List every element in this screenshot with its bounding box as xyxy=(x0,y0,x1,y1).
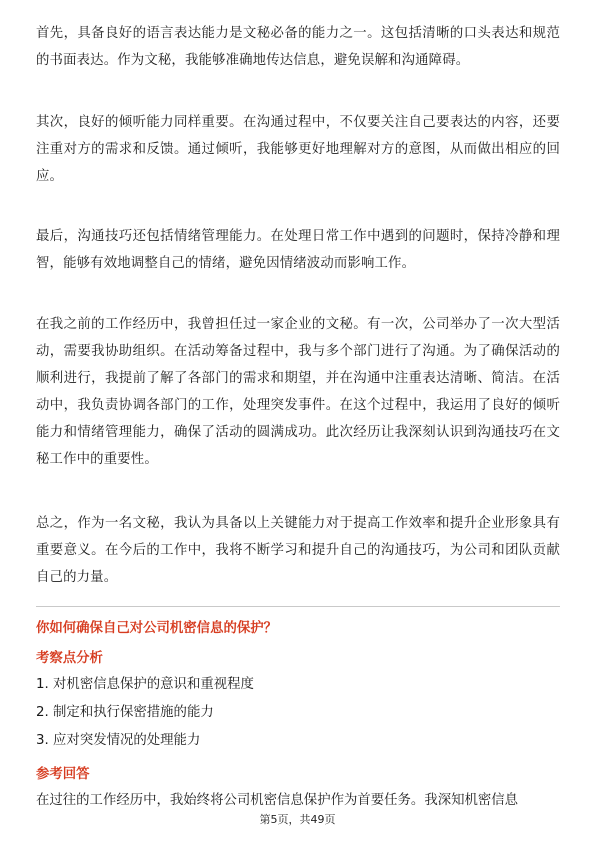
paragraph-language-expression: 首先，具备良好的语言表达能力是文秘必备的能力之一。这包括清晰的口头表达和规范的书面表达。作为文秘，我能够准确地传达信息，避免误解和沟通障碍。 xyxy=(36,26,560,68)
answer-heading: 参考回答 xyxy=(36,767,90,782)
section-divider xyxy=(36,606,560,607)
answer-text: 在过往的工作经历中，我始终将公司机密信息保护作为首要任务。我深知机密信息 xyxy=(36,793,519,808)
page-number-footer: 第5页，共49页 xyxy=(259,813,336,826)
question-title: 你如何确保自己对公司机密信息的保护？ xyxy=(36,621,278,636)
analysis-item: 1. 对机密信息保护的意识和重视程度 xyxy=(36,677,254,692)
paragraph-conclusion: 总之，作为一名文秘，我认为具备以上关键能力对于提高工作效率和提升企业形象具有重要意义。在今后的工作中，我将不断学习和提升自己的沟通技巧，为公司和团队贡献自己的力量。 xyxy=(36,516,560,585)
analysis-item: 3. 应对突发情况的处理能力 xyxy=(36,733,201,748)
paragraph-emotion-management: 最后，沟通技巧还包括情绪管理能力。在处理日常工作中遇到的问题时，保持冷静和理智，能够有效地调整自己的情绪，避免因情绪波动而影响工作。 xyxy=(36,229,560,271)
analysis-heading: 考察点分析 xyxy=(36,651,103,666)
paragraph-work-experience: 在我之前的工作经历中，我曾担任过一家企业的文秘。有一次，公司举办了一次大型活动，需要我协助组织。在活动筹备过程中，我与多个部门进行了沟通。为了确保活动的顺利进行，我提前了解了各部门的需求和期望，并在沟通中注重表达清晰、简洁。在活动中，我负责协调各部门的工作，处理突发事件。在这个过程中，我运用了良好的倾听能力和情绪管理能力，确保了活动的圆满成功。此次经历让我深刻认识到沟通技巧在文秘工作中的重要性。 xyxy=(36,317,560,467)
analysis-item: 2. 制定和执行保密措施的能力 xyxy=(36,705,214,720)
paragraph-listening: 其次，良好的倾听能力同样重要。在沟通过程中，不仅要关注自己要表达的内容，还要注重对方的需求和反馈。通过倾听，我能够更好地理解对方的意图，从而做出相应的回应。 xyxy=(36,115,560,184)
